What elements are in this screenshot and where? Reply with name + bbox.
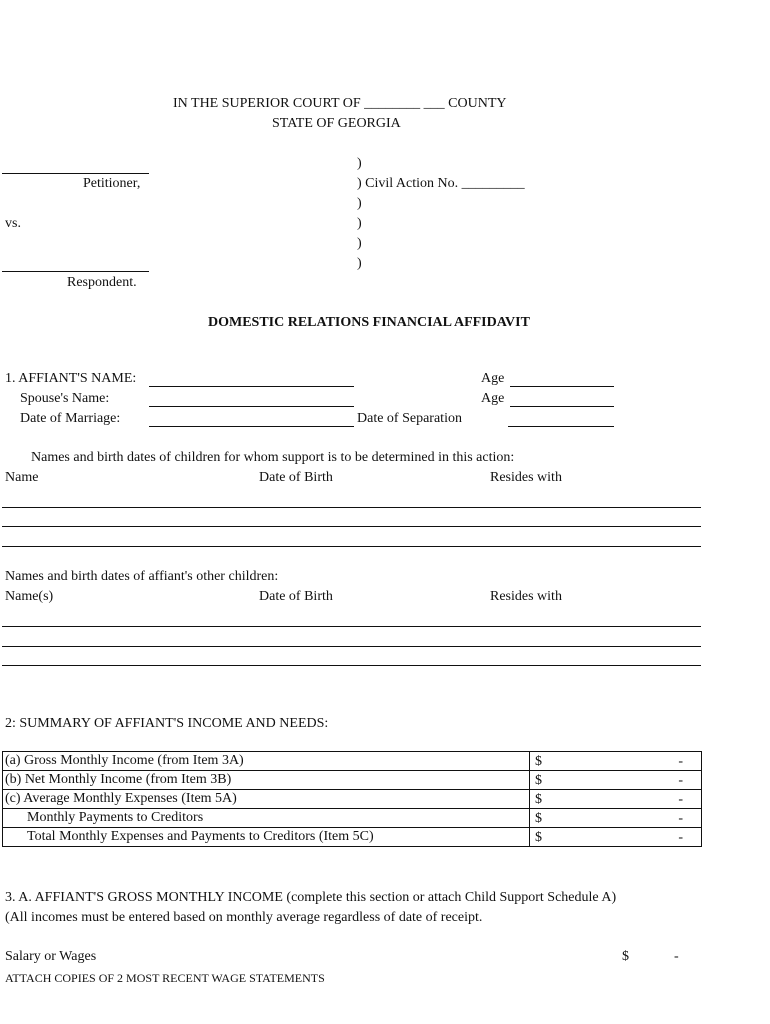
summary-row-label: (c) Average Monthly Expenses (Item 5A)	[3, 790, 530, 809]
spouse-age-field[interactable]	[510, 406, 614, 407]
civil-action-label: ) Civil Action No. _________	[357, 176, 525, 191]
summary-row-amount[interactable]	[530, 790, 702, 809]
summary-row-label: Monthly Payments to Creditors	[3, 809, 530, 828]
section2-heading: 2: SUMMARY OF AFFIANT'S INCOME AND NEEDS:	[5, 716, 329, 731]
children-entry-line[interactable]	[2, 507, 701, 508]
caption-paren: )	[357, 156, 362, 171]
court-heading: IN THE SUPERIOR COURT OF ________ ___ COUNTY	[173, 96, 507, 111]
caption-paren: )	[357, 236, 362, 251]
other-children-entry-line[interactable]	[2, 646, 701, 647]
other-children-entry-line[interactable]	[2, 665, 701, 666]
table-row	[3, 790, 702, 809]
other-children-col-names: Name(s)	[5, 589, 54, 604]
table-row	[3, 771, 702, 790]
caption-paren: )	[357, 196, 362, 211]
affiant-name-label: 1. AFFIANT'S NAME:	[5, 371, 137, 386]
date-of-separation-label: Date of Separation	[357, 411, 462, 426]
petitioner-signature-line	[2, 173, 149, 174]
spouse-age-label: Age	[481, 391, 505, 406]
other-children-col-resides: Resides with	[490, 589, 562, 604]
petitioner-label: Petitioner,	[83, 176, 141, 191]
salary-currency: $	[622, 949, 629, 964]
summary-row-amount[interactable]	[530, 771, 702, 790]
amount-value: -	[678, 754, 683, 769]
summary-row-label: (b) Net Monthly Income (from Item 3B)	[3, 771, 530, 790]
document-title: DOMESTIC RELATIONS FINANCIAL AFFIDAVIT	[208, 315, 530, 330]
state-heading: STATE OF GEORGIA	[272, 116, 401, 131]
currency-symbol: $	[535, 830, 542, 845]
salary-value[interactable]: -	[674, 949, 679, 964]
children-col-resides: Resides with	[490, 470, 562, 485]
section3-note: (All incomes must be entered based on monthly average regardless of date of receipt.	[5, 910, 483, 925]
amount-value: -	[678, 773, 683, 788]
other-children-entry-line[interactable]	[2, 626, 701, 627]
summary-row-amount[interactable]	[530, 828, 702, 847]
salary-label: Salary or Wages	[5, 949, 97, 964]
caption-paren: )	[357, 256, 362, 271]
amount-value: -	[678, 792, 683, 807]
children-entry-line[interactable]	[2, 526, 701, 527]
spouse-name-label: Spouse's Name:	[20, 391, 110, 406]
affiant-name-field[interactable]	[149, 386, 354, 387]
respondent-label: Respondent.	[67, 275, 137, 290]
children-col-name: Name	[5, 470, 39, 485]
table-row	[3, 828, 702, 847]
currency-symbol: $	[535, 754, 542, 769]
date-of-marriage-label: Date of Marriage:	[20, 411, 121, 426]
table-row	[3, 809, 702, 828]
date-of-separation-field[interactable]	[508, 426, 614, 427]
attach-wage-statements-note: ATTACH COPIES OF 2 MOST RECENT WAGE STATEMENTS	[5, 971, 325, 985]
caption-paren: )	[357, 216, 362, 231]
summary-row-label: (a) Gross Monthly Income (from Item 3A)	[3, 752, 530, 771]
currency-symbol: $	[535, 792, 542, 807]
table-row	[3, 752, 702, 771]
amount-value: -	[678, 830, 683, 845]
summary-row-amount[interactable]	[530, 809, 702, 828]
summary-row-amount[interactable]	[530, 752, 702, 771]
children-col-dob: Date of Birth	[259, 470, 333, 485]
respondent-signature-line	[2, 271, 149, 272]
spouse-name-field[interactable]	[149, 406, 354, 407]
children-entry-line[interactable]	[2, 546, 701, 547]
vs-label: vs.	[5, 216, 21, 231]
income-summary-table	[2, 751, 702, 847]
affiant-age-label: Age	[481, 371, 505, 386]
summary-row-label: Total Monthly Expenses and Payments to Creditors (Item 5C)	[3, 828, 530, 847]
other-children-intro: Names and birth dates of affiant's other children:	[5, 569, 279, 584]
amount-value: -	[678, 811, 683, 826]
date-of-marriage-field[interactable]	[149, 426, 354, 427]
children-intro: Names and birth dates of children for whom support is to be determined in this action:	[31, 450, 515, 465]
affiant-age-field[interactable]	[510, 386, 614, 387]
section3-heading: 3. A. AFFIANT'S GROSS MONTHLY INCOME (complete this section or attach Child Support Schedule A)	[5, 890, 617, 905]
currency-symbol: $	[535, 773, 542, 788]
other-children-col-dob: Date of Birth	[259, 589, 333, 604]
currency-symbol: $	[535, 811, 542, 826]
